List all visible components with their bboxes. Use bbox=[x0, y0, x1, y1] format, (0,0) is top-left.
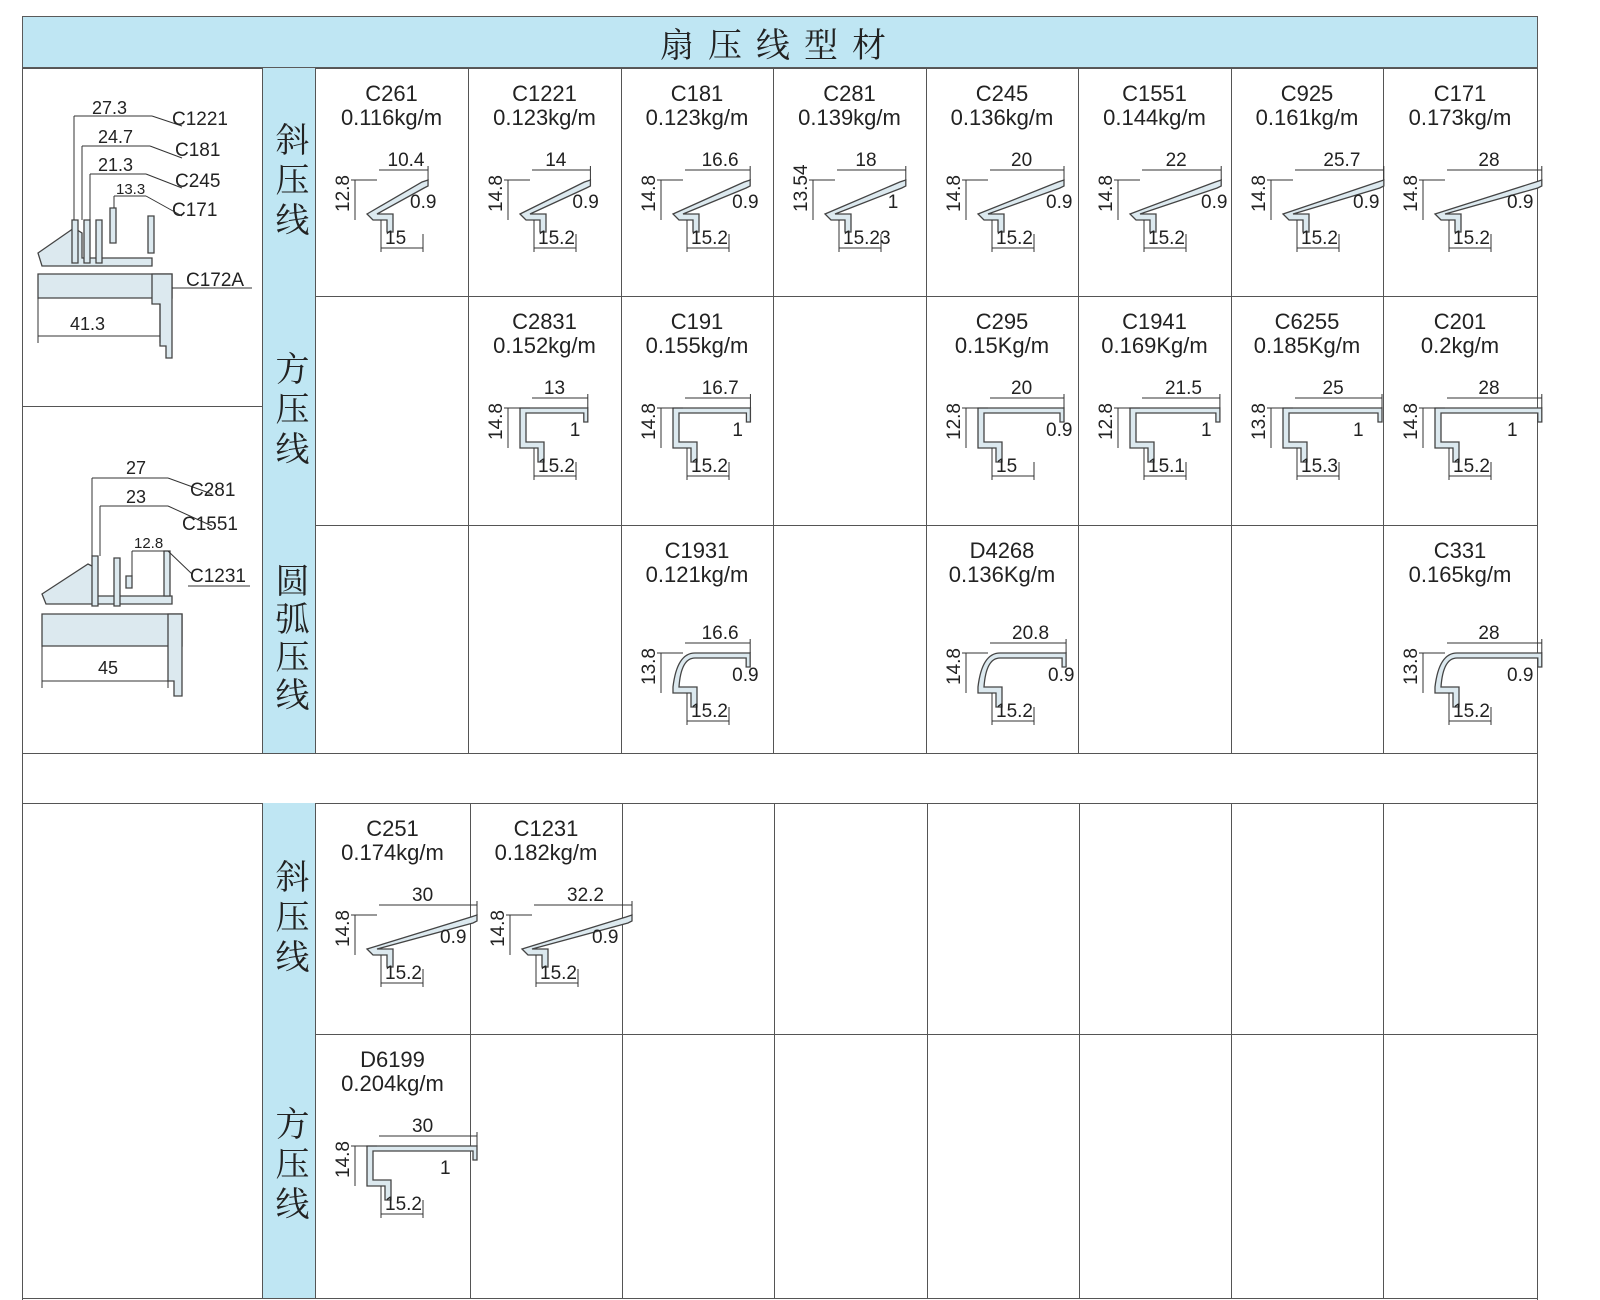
profile-drawing bbox=[315, 1034, 470, 1298]
dim-height: 12.8 bbox=[333, 175, 354, 212]
profile-cell bbox=[468, 68, 621, 296]
dim-height: 14.8 bbox=[944, 648, 965, 685]
profile-drawing bbox=[468, 296, 621, 525]
profile-shape bbox=[1435, 408, 1542, 462]
profile-weight: 0.152kg/m bbox=[493, 333, 596, 358]
dim-thickness: 0.9 bbox=[1507, 665, 1534, 686]
dim-height: 14.8 bbox=[639, 403, 660, 440]
dim-thickness: 0.9 bbox=[1046, 192, 1073, 213]
profile-code: C925 bbox=[1280, 81, 1334, 106]
dim-height: 14.8 bbox=[944, 175, 965, 212]
profile-code: C181 bbox=[670, 81, 724, 106]
profile-drawing bbox=[315, 68, 468, 296]
profile-drawing bbox=[926, 68, 1078, 296]
profile-code: C171 bbox=[1433, 81, 1487, 106]
profile-weight: 0.123kg/m bbox=[493, 105, 596, 130]
profile-weight: 0.185Kg/m bbox=[1253, 333, 1361, 358]
dim-label: 45 bbox=[98, 658, 119, 678]
dim-height: 13.54 bbox=[791, 164, 812, 212]
profile-code: C2831 bbox=[512, 309, 577, 334]
dim-base: 15.2 bbox=[1453, 456, 1490, 477]
profile-table bbox=[22, 68, 1538, 1300]
dim-thickness: 0.9 bbox=[410, 192, 437, 213]
profile-cell bbox=[926, 68, 1078, 296]
profile-drawing bbox=[773, 68, 926, 296]
part-label: C245 bbox=[175, 171, 221, 192]
profile-weight: 0.2kg/m bbox=[1420, 333, 1500, 358]
category-label: 方压线 bbox=[269, 1106, 309, 1226]
dim-height: 14.8 bbox=[1401, 403, 1422, 440]
dim-base: 15.2 bbox=[538, 228, 575, 249]
profile-code: C331 bbox=[1433, 538, 1487, 563]
profile-weight: 0.161kg/m bbox=[1255, 105, 1359, 130]
profile-code: C1941 bbox=[1122, 309, 1187, 334]
dim-thickness: 0.9 bbox=[1201, 192, 1228, 213]
profile-code: C295 bbox=[975, 309, 1029, 334]
part-label: C1551 bbox=[182, 514, 238, 535]
profile-weight: 0.15Kg/m bbox=[954, 333, 1050, 358]
dim-base: 15.2 bbox=[691, 701, 728, 722]
profile-cell bbox=[926, 525, 1078, 753]
profile-drawing bbox=[1383, 68, 1537, 296]
category-label: 斜压线 bbox=[269, 858, 309, 979]
profile-drawing bbox=[1231, 296, 1383, 525]
profile-shape bbox=[367, 1146, 477, 1200]
category-bevel-bottom bbox=[262, 803, 316, 1034]
profile-code: D4268 bbox=[969, 538, 1035, 563]
profile-cell bbox=[470, 803, 622, 1034]
dim-base: 15.2 bbox=[1453, 228, 1490, 249]
profile-drawing bbox=[1383, 296, 1537, 525]
profile-cell bbox=[1383, 68, 1537, 296]
profile-weight: 0.155kg/m bbox=[645, 333, 749, 358]
dim-base: 15.2 bbox=[691, 228, 728, 249]
profile-weight: 0.144kg/m bbox=[1103, 105, 1206, 130]
dim-width: 16.6 bbox=[701, 623, 739, 644]
dim-thickness: 0.9 bbox=[440, 927, 467, 948]
dim-label: 21.3 bbox=[98, 155, 134, 175]
dim-base: 15.2 bbox=[540, 963, 577, 984]
dim-label: 27 bbox=[126, 458, 147, 478]
profile-weight: 0.139kg/m bbox=[798, 105, 901, 130]
dim-width: 18 bbox=[855, 150, 877, 171]
profile-weight: 0.174kg/m bbox=[341, 840, 444, 865]
dim-base: 15.2 bbox=[691, 456, 728, 477]
dim-thickness: 0.9 bbox=[572, 192, 599, 213]
profile-cell bbox=[1078, 296, 1231, 525]
profile-code: C281 bbox=[823, 81, 876, 106]
part-label: C1231 bbox=[190, 566, 246, 587]
dim-width: 20 bbox=[1011, 150, 1033, 171]
dim-base: 15.2 bbox=[1301, 228, 1338, 249]
profile-weight: 0.136Kg/m bbox=[948, 562, 1056, 587]
part-label: C171 bbox=[172, 200, 218, 221]
profile-cell bbox=[315, 803, 470, 1034]
profile-weight: 0.123kg/m bbox=[645, 105, 749, 130]
profile-code: D6199 bbox=[360, 1047, 425, 1072]
profile-code: C251 bbox=[366, 816, 419, 841]
dim-height: 13.8 bbox=[639, 648, 660, 685]
dim-thickness: 1 bbox=[887, 192, 899, 213]
dim-thickness: 1 bbox=[569, 420, 581, 441]
profile-cell bbox=[315, 68, 468, 296]
profile-drawing bbox=[470, 803, 622, 1034]
dim-thickness: 1 bbox=[1353, 420, 1364, 441]
dim-thickness: 1 bbox=[1507, 420, 1518, 441]
profile-weight: 0.204kg/m bbox=[341, 1071, 444, 1096]
dim-height: 14.8 bbox=[486, 175, 507, 212]
dim-label: 23 bbox=[126, 487, 147, 507]
dim-height: 14.8 bbox=[639, 175, 660, 212]
dim-base: 15.2 bbox=[996, 228, 1033, 249]
profile-weight: 0.165kg/m bbox=[1408, 562, 1512, 587]
dim-width: 20 bbox=[1011, 378, 1033, 399]
profile-drawing bbox=[621, 296, 773, 525]
profile-cell bbox=[773, 68, 926, 296]
dim-height: 14.8 bbox=[1401, 175, 1422, 212]
profile-drawing bbox=[621, 68, 773, 296]
dim-base: 15.2 bbox=[385, 1194, 422, 1215]
dim-thickness: 1 bbox=[732, 420, 743, 441]
profile-drawing bbox=[621, 525, 773, 753]
dim-thickness: 0.9 bbox=[1046, 420, 1073, 441]
dim-label: 41.3 bbox=[70, 314, 106, 334]
category-label: 方压线 bbox=[269, 350, 309, 471]
profile-drawing bbox=[468, 68, 621, 296]
dim-width: 28 bbox=[1478, 378, 1500, 399]
profile-drawing bbox=[1078, 68, 1231, 296]
profile-cell bbox=[621, 68, 773, 296]
dim-width: 28 bbox=[1478, 623, 1500, 644]
profile-cell bbox=[1231, 296, 1383, 525]
dim-width: 10.4 bbox=[387, 150, 425, 171]
dim-thickness: 1 bbox=[440, 1158, 451, 1179]
category-label: 斜压线 bbox=[269, 122, 309, 242]
dim-width: 20.8 bbox=[1012, 623, 1050, 644]
dim-thickness: 0.9 bbox=[732, 665, 759, 686]
dim-base: 15 bbox=[996, 456, 1018, 477]
dim-base: 15.2 bbox=[538, 456, 575, 477]
category-square-top bbox=[262, 296, 316, 525]
dim-thickness: 0.9 bbox=[732, 192, 759, 213]
dim-height: 14.8 bbox=[486, 403, 507, 440]
profile-weight: 0.121kg/m bbox=[645, 562, 749, 587]
dim-height: 13.8 bbox=[1401, 648, 1422, 685]
dim-height: 14.8 bbox=[1249, 175, 1270, 212]
profile-cell bbox=[1231, 68, 1383, 296]
dim-thickness: 1 bbox=[1201, 420, 1212, 441]
profile-cell bbox=[1383, 525, 1537, 753]
dim-width: 21.5 bbox=[1164, 378, 1202, 399]
dim-base: 15.1 bbox=[1148, 456, 1185, 477]
profile-code: C201 bbox=[1433, 309, 1487, 334]
dim-label: 24.7 bbox=[98, 127, 134, 147]
profile-shape bbox=[1283, 408, 1382, 462]
profile-code: C1551 bbox=[1122, 81, 1187, 106]
dim-thickness: 0.9 bbox=[1048, 665, 1075, 686]
profile-drawing bbox=[926, 525, 1078, 753]
profile-cell bbox=[621, 296, 773, 525]
part-label: C172A bbox=[186, 270, 245, 291]
profile-weight: 0.136kg/m bbox=[950, 105, 1054, 130]
profile-cell bbox=[926, 296, 1078, 525]
dim-label: 27.3 bbox=[92, 98, 128, 118]
profile-code: C245 bbox=[975, 81, 1029, 106]
dim-thickness: 0.9 bbox=[592, 927, 619, 948]
dim-thickness: 0.9 bbox=[1353, 192, 1380, 213]
profile-cell bbox=[468, 296, 621, 525]
dim-width: 16.6 bbox=[701, 150, 739, 171]
dim-base: 15.2 bbox=[996, 701, 1033, 722]
dim-thickness: 0.9 bbox=[1507, 192, 1534, 213]
dim-height: 12.8 bbox=[1096, 403, 1117, 440]
profile-weight: 0.169Kg/m bbox=[1101, 333, 1208, 358]
part-label: C281 bbox=[190, 480, 236, 501]
page-title: 扇压线型材 bbox=[22, 16, 1538, 68]
dim-height: 14.8 bbox=[488, 910, 509, 947]
profile-code: C261 bbox=[365, 81, 418, 106]
dim-width: 25 bbox=[1322, 378, 1344, 399]
dim-width: 30 bbox=[412, 885, 434, 906]
dim-base: 15.23 bbox=[843, 228, 891, 249]
profile-code: C1221 bbox=[512, 81, 577, 106]
profile-weight: 0.173kg/m bbox=[1408, 105, 1512, 130]
dim-base: 15.2 bbox=[1453, 701, 1490, 722]
assembly-diagram-1 bbox=[22, 68, 262, 406]
category-square-bottom bbox=[262, 1034, 316, 1298]
profile-drawing bbox=[926, 296, 1078, 525]
dim-width: 32.2 bbox=[567, 885, 604, 906]
dim-width: 14 bbox=[545, 150, 567, 171]
dim-width: 16.7 bbox=[701, 378, 739, 399]
dim-width: 13 bbox=[543, 378, 566, 399]
profile-drawing bbox=[1231, 68, 1383, 296]
dim-height: 13.8 bbox=[1249, 403, 1270, 440]
assembly-diagram-2 bbox=[22, 406, 262, 753]
dim-base: 15 bbox=[385, 228, 407, 249]
profile-weight: 0.182kg/m bbox=[494, 840, 598, 865]
profile-drawing bbox=[1383, 525, 1537, 753]
profile-code: C1231 bbox=[513, 816, 579, 841]
dim-width: 28 bbox=[1478, 150, 1500, 171]
dim-base: 15.2 bbox=[385, 963, 422, 984]
profile-cell bbox=[1383, 296, 1537, 525]
profile-code: C1931 bbox=[664, 538, 730, 563]
category-bevel-top bbox=[262, 68, 316, 296]
dim-height: 12.8 bbox=[944, 403, 965, 440]
dim-base: 15.3 bbox=[1301, 456, 1338, 477]
profile-drawing bbox=[1078, 296, 1231, 525]
profile-cell bbox=[621, 525, 773, 753]
profile-cell bbox=[315, 1034, 470, 1298]
profile-code: C6255 bbox=[1274, 309, 1340, 334]
profile-cell bbox=[1078, 68, 1231, 296]
dim-height: 14.8 bbox=[333, 1141, 354, 1178]
dim-base: 15.2 bbox=[1148, 228, 1185, 249]
dim-label: 12.8 bbox=[134, 535, 164, 552]
profile-weight: 0.116kg/m bbox=[340, 105, 443, 130]
part-label: C181 bbox=[175, 140, 221, 161]
dim-height: 14.8 bbox=[333, 910, 354, 947]
part-label: C1221 bbox=[172, 109, 228, 130]
dim-width: 25.7 bbox=[1323, 150, 1361, 171]
dim-width: 22 bbox=[1165, 150, 1187, 171]
category-label: 圆弧压线 bbox=[269, 563, 309, 715]
dim-height: 14.8 bbox=[1096, 175, 1117, 212]
profile-code: C191 bbox=[670, 309, 724, 334]
dim-label: 13.3 bbox=[116, 181, 146, 198]
profile-drawing bbox=[315, 803, 470, 1034]
dim-width: 30 bbox=[412, 1116, 434, 1137]
category-arc-top bbox=[262, 525, 316, 753]
